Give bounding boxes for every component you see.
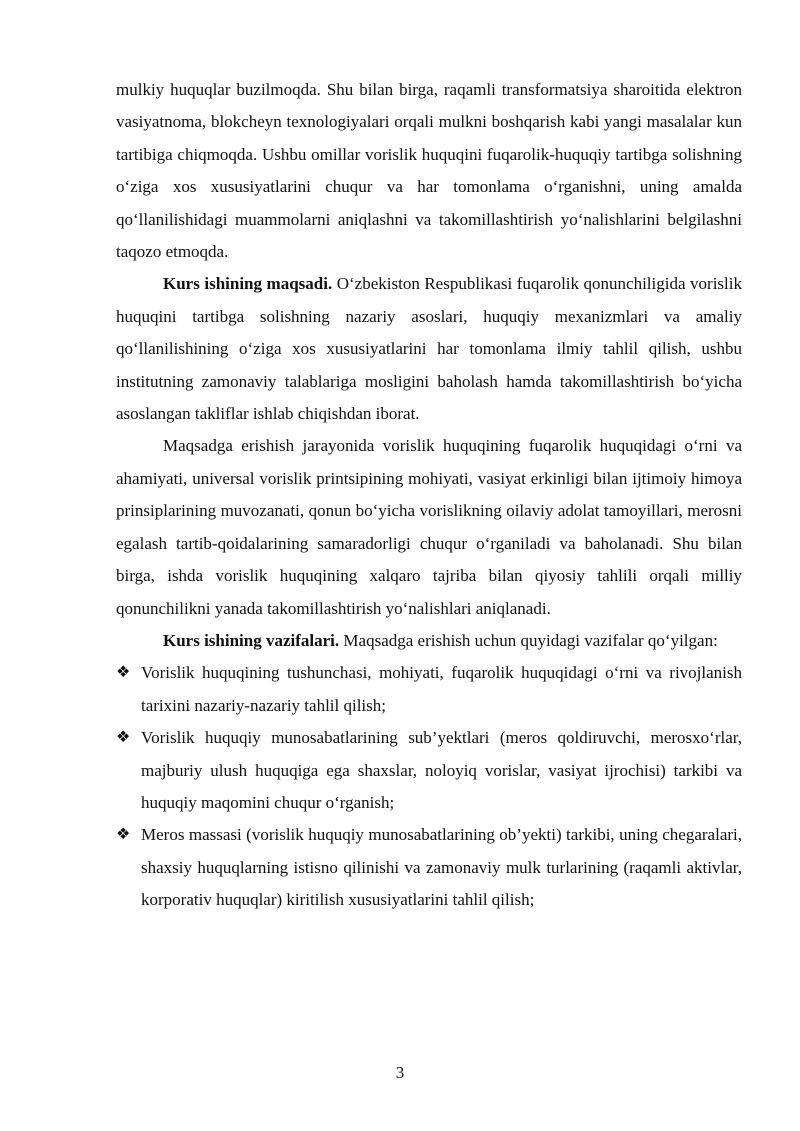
list-item — [116, 722, 742, 819]
tasks-heading: Kurs ishining vazifalari. — [163, 630, 340, 650]
goal-text: O‘zbekiston Respublikasi fuqarolik qonunchiligida vorislik huquqini tartibga solishning nazariy asoslari, huquqiy mexanizmlari va amaliy qo‘llanilishining o‘ziga xos xususiyatlarini har tomonlama ilmiy tahlil qilish, ushbu institutning zamonaviy talablariga mosligini baholash hamda takomillashtirish bo‘yicha asoslangan takliflar ishlab chiqishdan iborat. — [116, 274, 742, 424]
diamond-bullet-icon: ❖ — [116, 826, 131, 844]
diamond-bullet-icon: ❖ — [116, 729, 131, 747]
list-item — [116, 657, 742, 722]
goal-heading: Kurs ishining maqsadi. — [163, 274, 333, 294]
diamond-bullet-icon: ❖ — [116, 664, 131, 682]
paragraph-goal — [116, 268, 742, 430]
paragraph-tasks — [116, 625, 742, 657]
list-item-text: Meros massasi (vorislik huquqiy munosabatlarining ob’yekti) tarkibi, uning chegaralari, shaxsiy huquqlarning istisno qilinishi va zamonaviy mulk turlarining (raqamli aktivlar, korporativ huquqlar) kiritilish xususiyatlarini tahlil qilish; — [141, 825, 742, 910]
paragraph-intro-continued: mulkiy huquqlar buzilmoqda. Shu bilan birga, raqamli transformatsiya sharoitida elektron vasiyatnoma, blokcheyn texnologiyalari orqali mulkni boshqarish kabi yangi masalalar kun tartibiga chiqmoqda. Ushbu omillar vorislik huquqini fuqarolik-huquqiy tartibga solishning o‘ziga xos xususiyatlarini chuqur va har tomonlama o‘rganishni, uning amalda qo‘llanilishidagi muammolarni aniqlashni va takomillashtirish yo‘nalishlarini belgilashni taqozo etmoqda. — [116, 80, 742, 262]
list-item-text: Vorislik huquqining tushunchasi, mohiyati, fuqarolik huquqidagi o‘rni va rivojlanish tarixini nazariy-nazariy tahlil qilish; — [141, 663, 742, 715]
paragraph-goal-process: Maqsadga erishish jarayonida vorislik huquqining fuqarolik huquqidagi o‘rni va ahamiyati, universal vorislik printsipining mohiyati, vasiyat erkinligi bilan ijtimoiy himoya prinsiplarining muvozanati, qonun bo‘yicha vorislikning oilaviy adolat tamoyillari, merosni egalash tartib-qoidalarining samaradorligi chuqur o‘rganiladi va baholanadi. Shu bilan birga, ishda vorislik huquqining xalqaro tajriba bilan qiyosiy tahlili orqali milliy qonunchilikni yanada takomillashtirish yo‘nalishlari aniqlanadi. — [116, 436, 742, 618]
page-body — [116, 74, 742, 917]
tasks-text: Maqsadga erishish uchun quyidagi vazifalar qo‘yilgan: — [339, 630, 718, 650]
tasks-list — [116, 657, 742, 916]
list-item — [116, 819, 742, 916]
list-item-text: Vorislik huquqiy munosabatlarining sub’yektlari (meros qoldiruvchi, merosxo‘rlar, majburiy ulush huquqiga ega shaxslar, noloyiq vorislar, vasiyat ijrochisi) tarkibi va huquqiy maqomini chuqur o‘rganish; — [141, 728, 742, 812]
page-number: 3 — [395, 1063, 405, 1082]
